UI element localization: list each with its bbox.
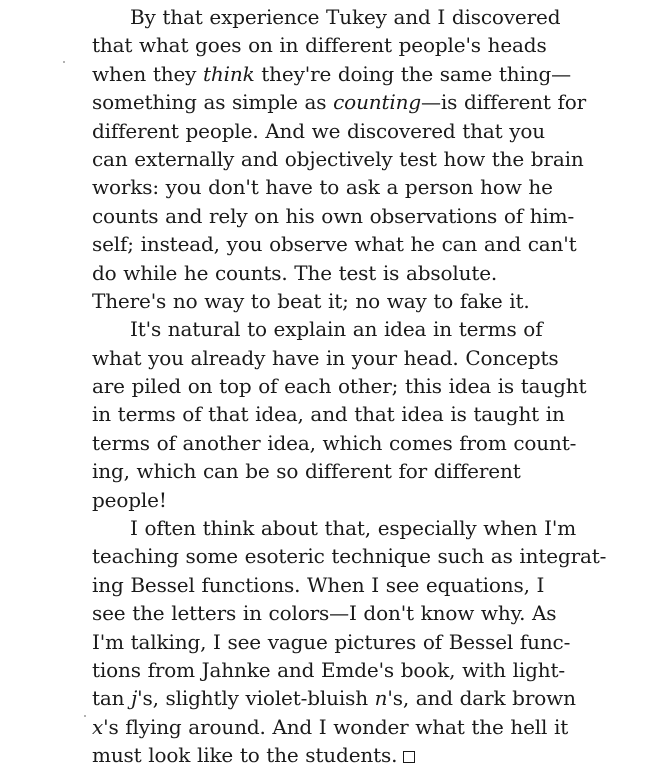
text-line <box>92 60 580 88</box>
text-run: teaching some esoteric technique such as integrat- <box>92 544 607 569</box>
text-line <box>92 457 580 485</box>
text-run: when they <box>92 61 203 86</box>
text-line <box>92 315 580 343</box>
text-run: must look like to the students. <box>92 743 398 768</box>
text-run: tions from Jahnke and Emde's book, with light- <box>92 657 565 682</box>
text-run: see the letters in colors—I don't know why. As <box>92 601 557 626</box>
text-run: they're doing the same thing— <box>254 61 571 86</box>
text-line <box>92 514 580 542</box>
italic-text: x <box>92 714 104 739</box>
text-run: something as simple as <box>92 90 334 115</box>
text-line <box>92 230 580 258</box>
text-run: what you already have in your head. Concepts <box>92 345 559 370</box>
text-run: different people. And we discovered that you <box>92 118 545 143</box>
text-line <box>92 173 580 201</box>
text-run: There's no way to beat it; no way to fake it. <box>92 288 530 313</box>
text-run: I often think about that, especially when I'm <box>130 516 577 541</box>
text-line <box>92 202 580 230</box>
text-run: ing, which can be so different for different <box>92 459 521 484</box>
text-run: I'm talking, I see vague pictures of Bessel func- <box>92 629 571 654</box>
text-run: 's, slightly violet-bluish <box>137 686 375 711</box>
text-line <box>92 486 580 514</box>
text-line <box>92 599 580 627</box>
text-run: people! <box>92 487 167 512</box>
text-run: in terms of that idea, and that idea is taught in <box>92 402 565 427</box>
text-run: 's, and dark brown <box>387 686 576 711</box>
scan-speck <box>84 715 86 717</box>
text-run: 's flying around. And I wonder what the hell it <box>103 714 569 739</box>
text-line <box>92 344 580 372</box>
text-line <box>92 684 580 712</box>
paragraph <box>92 3 587 315</box>
text-line <box>92 429 580 457</box>
text-line <box>92 741 580 769</box>
text-line <box>92 31 580 59</box>
text-run: ing Bessel functions. When I see equations, I <box>92 572 545 597</box>
text-run: tan <box>92 686 132 711</box>
scan-speck <box>63 61 65 63</box>
text-line <box>92 571 580 599</box>
text-line <box>92 542 607 570</box>
text-line <box>92 656 580 684</box>
text-run: do while he counts. The test is absolute. <box>92 260 498 285</box>
text-line <box>92 117 580 145</box>
text-run: can externally and objectively test how the brain <box>92 146 584 171</box>
text-line <box>92 713 580 741</box>
text-line <box>92 145 584 173</box>
text-run: terms of another idea, which comes from count- <box>92 430 577 455</box>
italic-text: j <box>131 686 138 711</box>
text-line <box>92 287 580 315</box>
text-line <box>92 3 580 31</box>
text-run: works: you don't have to ask a person how he <box>92 175 553 200</box>
body-text <box>92 3 607 770</box>
italic-text: think <box>203 61 255 86</box>
italic-text: counting <box>333 90 422 115</box>
text-run: counts and rely on his own observations of him- <box>92 203 575 228</box>
text-line <box>92 372 587 400</box>
text-run: self; instead, you observe what he can and can't <box>92 232 577 257</box>
paragraph <box>92 315 587 514</box>
text-run: are piled on top of each other; this idea is taught <box>92 374 587 399</box>
italic-text: n <box>374 686 388 711</box>
text-line <box>92 259 580 287</box>
text-line <box>92 400 580 428</box>
text-run: It's natural to explain an idea in terms of <box>130 317 543 342</box>
paragraph <box>92 514 607 770</box>
text-line <box>92 628 580 656</box>
end-of-section-square-icon <box>403 751 415 763</box>
text-run: By that experience Tukey and I discovered <box>130 5 561 29</box>
text-run: that what goes on in different people's heads <box>92 33 547 58</box>
text-run: —is different for <box>421 90 587 115</box>
text-line <box>92 88 587 116</box>
